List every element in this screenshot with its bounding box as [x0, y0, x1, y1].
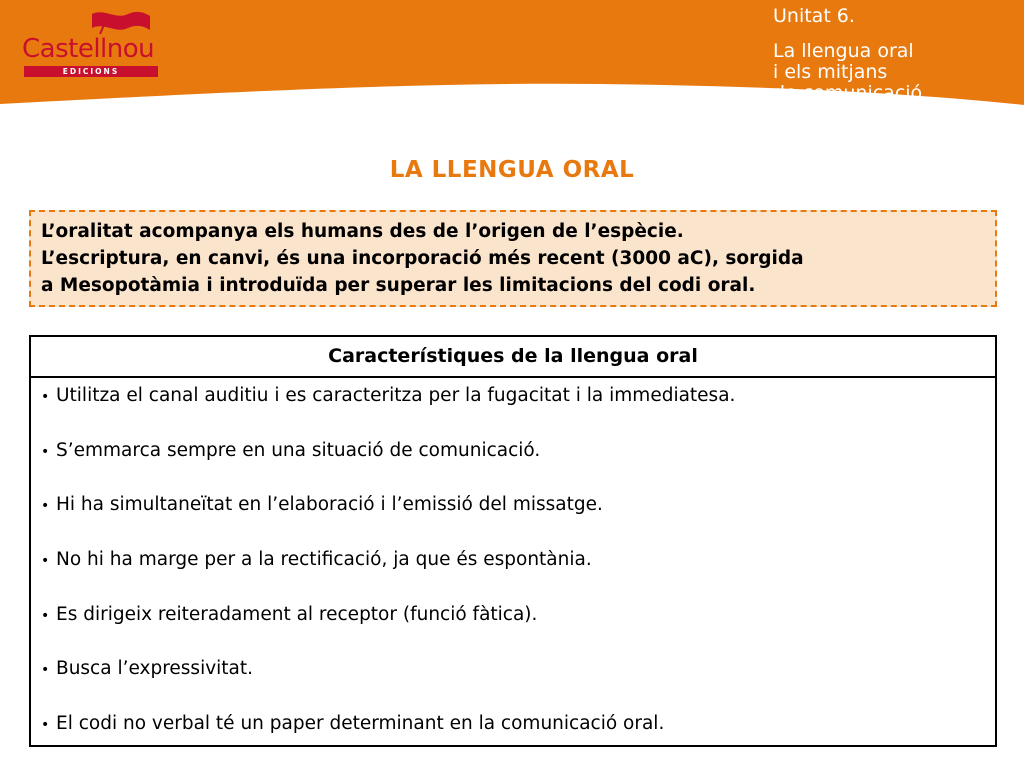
- bullet-icon: •: [41, 607, 50, 624]
- unit-heading: [773, 6, 1013, 104]
- item-text: S’emmarca sempre en una situació de comunicació.: [56, 439, 541, 461]
- characteristics-heading: Característiques de la llengua oral: [31, 337, 995, 378]
- unit-title-line-2: i els mitjans: [773, 61, 888, 83]
- list-item: [41, 490, 995, 545]
- item-text: El codi no verbal té un paper determinant en la comunicació oral.: [56, 713, 665, 735]
- item-text: Es dirigeix reiteradament al receptor (funció fàtica).: [56, 603, 538, 625]
- unit-title-line-3: de comunicació: [773, 82, 923, 104]
- intro-text: [41, 218, 985, 299]
- list-item: [41, 600, 995, 655]
- list-item: [41, 654, 995, 709]
- list-item: [41, 545, 995, 600]
- intro-line-3: a Mesopotàmia i introduïda per superar les limitacions del codi oral.: [41, 275, 756, 296]
- unit-number: Unitat 6.: [773, 5, 855, 27]
- bullet-icon: •: [41, 553, 50, 570]
- characteristics-list: [31, 378, 995, 764]
- intro-line-1: L’oralitat acompanya els humans des de l’origen de l’espècie.: [41, 221, 684, 242]
- list-item: [41, 709, 995, 764]
- intro-line-2: L’escriptura, en canvi, és una incorporació més recent (3000 aC), sorgida: [41, 248, 804, 269]
- bullet-icon: •: [41, 443, 50, 460]
- page-title: LA LLENGUA ORAL: [389, 157, 635, 183]
- logo-wordmark: Castellnou: [22, 34, 155, 64]
- logo-subtitle: EDICIONS: [62, 67, 120, 76]
- characteristics-table: [29, 335, 997, 747]
- item-text: Busca l’expressivitat.: [56, 658, 254, 680]
- bullet-icon: •: [41, 662, 50, 679]
- item-text: Utilitza el canal auditiu i es caracteritza per la fugacitat i la immediatesa.: [56, 385, 736, 406]
- list-item: [41, 436, 995, 491]
- list-item: [41, 381, 995, 436]
- bullet-icon: •: [41, 498, 50, 515]
- item-text: Hi ha simultaneïtat en l’elaboració i l’emissió del missatge.: [56, 494, 603, 516]
- intro-box: [29, 210, 997, 307]
- unit-title-line-1: La llengua oral: [773, 40, 914, 62]
- castellnou-logo: [22, 8, 162, 78]
- item-text: No hi ha marge per a la rectificació, ja que és espontània.: [56, 549, 592, 571]
- bullet-icon: •: [41, 717, 50, 734]
- bullet-icon: •: [41, 389, 50, 405]
